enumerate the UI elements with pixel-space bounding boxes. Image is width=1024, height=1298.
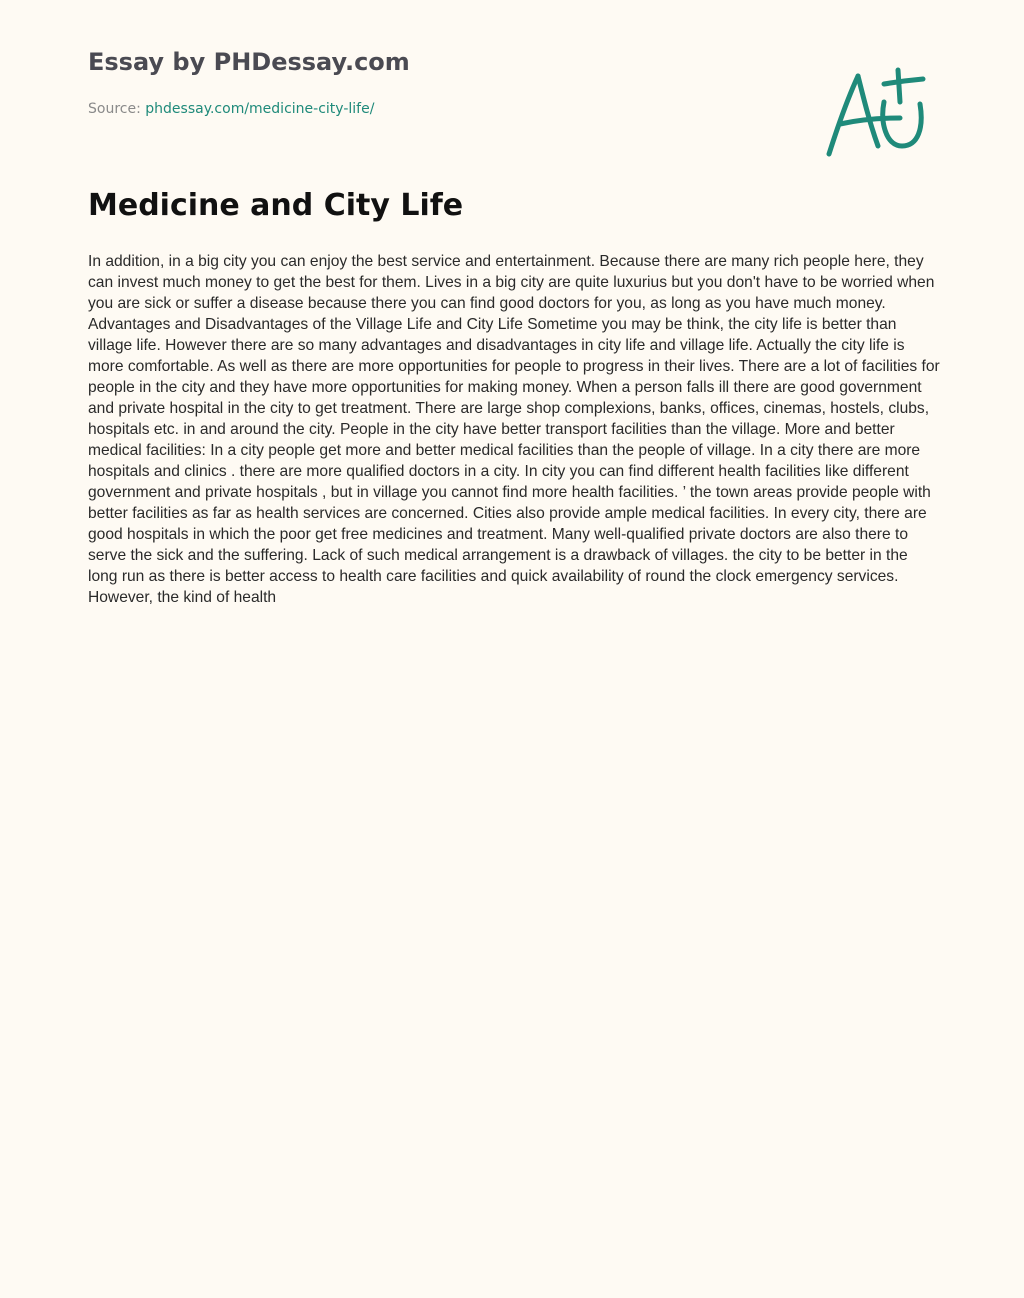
source-line: [88, 101, 374, 117]
site-title: Essay by PHDessay.com: [88, 48, 410, 76]
essay-title: Medicine and City Life: [88, 188, 464, 223]
source-link[interactable]: phdessay.com/medicine-city-life/: [145, 101, 375, 117]
essay-body: In addition, in a big city you can enjoy the best service and entertainment. Because there are many rich people here, they can invest much money to get the best for them. Lives in a big city are quite luxurius but you don't have to be worried when you are sick or suffer a disease because there you can find good doctors for you, as long as you have much money. Advantages and Disadvantages of the Village Life and City Life Sometime you may be think, the city life is better than village life. However there are so many advantages and disadvantages in city life and village life. Actually the city life is more comfortable. As well as there are more opportunities for people to progress in their lives. There are a lot of facilities for people in the city and they have more opportunities for making money. When a person falls ill there are good government and private hospital in the city to get treatment. There are large shop complexions, banks, offices, cinemas, hostels, clubs, hospitals etc. in and around the city. People in the city have better transport facilities than the village. More and better medical facilities: In a city people get more and better medical facilities than the people of village. In a city there are more hospitals and clinics . there are more qualified doctors in a city. In city you can find different health facilities like different government and private hospitals , but in village you cannot find more health facilities. ’ the town areas provide people with better facilities as far as health services are concerned. Cities also provide ample medical facilities. In every city, there are good hospitals in which the poor get free medicines and treatment. Many well-qualified private doctors are also there to serve the sick and the suffering. Lack of such medical arrangement is a drawback of villages. the city to be better in the long run as there is better access to health care facilities and quick availability of round the clock emergency services. However, the kind of health: [88, 253, 940, 606]
a-plus-logo-icon: [820, 62, 930, 162]
source-label: Source:: [88, 101, 146, 117]
